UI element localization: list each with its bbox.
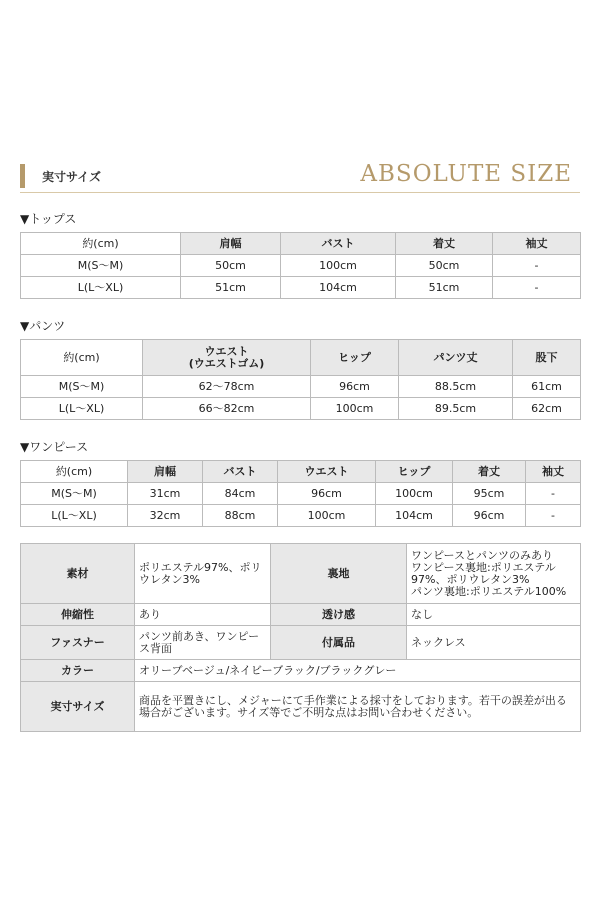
table-row [21, 398, 581, 420]
stretch-key: 伸縮性 [21, 604, 135, 626]
table-cell: 50cm [396, 255, 493, 277]
table-cell: 62〜78cm [143, 376, 311, 398]
color-value: オリーブベージュ/ネイビーブラック/ブラックグレー [135, 660, 581, 682]
col-header-waist [143, 340, 311, 376]
table-cell: - [526, 483, 581, 505]
table-cell: 84cm [203, 483, 278, 505]
col-header-hip: ヒップ [376, 461, 453, 483]
col-header-waist-label: ウエスト [204, 344, 249, 358]
row-size-label: M(S〜M) [21, 483, 128, 505]
row-size-label: L(L〜XL) [21, 277, 181, 299]
fastener-key: ファスナー [21, 626, 135, 660]
table-cell: 88cm [203, 505, 278, 527]
lining-line-1: ワンピースとパンツのみあり [411, 548, 554, 562]
fastener-value: パンツ前あき、ワンピース背面 [135, 626, 271, 660]
size-note-key: 実寸サイズ [21, 682, 135, 732]
table-cell: 95cm [453, 483, 526, 505]
row-size-label: M(S〜M) [21, 376, 143, 398]
sheer-key: 透け感 [271, 604, 407, 626]
stretch-value: あり [135, 604, 271, 626]
table-cell: 100cm [376, 483, 453, 505]
table-cell: 61cm [513, 376, 581, 398]
table-cell: 50cm [181, 255, 281, 277]
col-header-waist-note: (ウエストゴム) [188, 356, 265, 370]
lining-line-2: ワンピース裏地:ポリエステル97%、ポリウレタン3% [411, 560, 556, 586]
size-note-value: 商品を平置きにし、メジャーにて手作業による採寸をしております。若干の誤差が出る場合がございます。サイズ等でご不明な点はお問い合わせください。 [135, 682, 581, 732]
header-divider [20, 192, 580, 193]
table-cell: 31cm [128, 483, 203, 505]
onepiece-section-label: ▼ワンピース [20, 440, 89, 454]
material-key: 素材 [21, 544, 135, 604]
table-header-row [21, 233, 581, 255]
lining-key: 裏地 [271, 544, 407, 604]
table-cell: 100cm [278, 505, 376, 527]
table-cell: 100cm [281, 255, 396, 277]
table-row [21, 505, 581, 527]
table-row [21, 376, 581, 398]
table-cell: 104cm [281, 277, 396, 299]
table-cell: 89.5cm [399, 398, 513, 420]
col-header-shoulder: 肩幅 [181, 233, 281, 255]
col-header-hip: ヒップ [311, 340, 399, 376]
col-header-waist: ウエスト [278, 461, 376, 483]
table-cell: 96cm [453, 505, 526, 527]
info-row-size-note [21, 682, 581, 732]
table-cell: 96cm [311, 376, 399, 398]
col-header-unit: 約(cm) [21, 340, 143, 376]
table-cell: - [493, 255, 581, 277]
table-cell: - [526, 505, 581, 527]
section-header [20, 160, 580, 192]
table-cell: 51cm [181, 277, 281, 299]
onepiece-size-table [20, 460, 581, 527]
table-cell: 32cm [128, 505, 203, 527]
accessory-value: ネックレス [407, 626, 581, 660]
material-value: ポリエステル97%、ポリウレタン3% [135, 544, 271, 604]
info-row-material [21, 544, 581, 604]
col-header-length: 着丈 [396, 233, 493, 255]
lining-value [407, 544, 581, 604]
table-cell: 100cm [311, 398, 399, 420]
col-header-unit: 約(cm) [21, 461, 128, 483]
col-header-length: 着丈 [453, 461, 526, 483]
product-info-table [20, 543, 581, 732]
header-accent-bar [20, 164, 25, 188]
info-row-fastener [21, 626, 581, 660]
table-cell: 88.5cm [399, 376, 513, 398]
col-header-inseam: 股下 [513, 340, 581, 376]
table-header-row [21, 461, 581, 483]
lining-line-3: パンツ裏地:ポリエステル100% [411, 584, 567, 598]
pants-size-table [20, 339, 581, 420]
col-header-shoulder: 肩幅 [128, 461, 203, 483]
info-row-stretch [21, 604, 581, 626]
table-row [21, 255, 581, 277]
table-cell: 62cm [513, 398, 581, 420]
table-cell: 51cm [396, 277, 493, 299]
row-size-label: L(L〜XL) [21, 398, 143, 420]
row-size-label: L(L〜XL) [21, 505, 128, 527]
table-cell: - [493, 277, 581, 299]
col-header-sleeve: 袖丈 [493, 233, 581, 255]
header-title-en: ABSOLUTE SIZE [360, 161, 572, 187]
info-row-color [21, 660, 581, 682]
accessory-key: 付属品 [271, 626, 407, 660]
pants-section-label: ▼パンツ [20, 319, 66, 333]
tops-section-label: ▼トップス [20, 212, 77, 226]
table-cell: 66〜82cm [143, 398, 311, 420]
col-header-bust: バスト [281, 233, 396, 255]
row-size-label: M(S〜M) [21, 255, 181, 277]
header-title-ja: 実寸サイズ [42, 170, 102, 184]
table-cell: 96cm [278, 483, 376, 505]
sheer-value: なし [407, 604, 581, 626]
col-header-sleeve: 袖丈 [526, 461, 581, 483]
tops-size-table [20, 232, 581, 299]
table-row [21, 277, 581, 299]
col-header-pants-length: パンツ丈 [399, 340, 513, 376]
color-key: カラー [21, 660, 135, 682]
col-header-bust: バスト [203, 461, 278, 483]
table-header-row [21, 340, 581, 376]
col-header-unit: 約(cm) [21, 233, 181, 255]
table-cell: 104cm [376, 505, 453, 527]
table-row [21, 483, 581, 505]
